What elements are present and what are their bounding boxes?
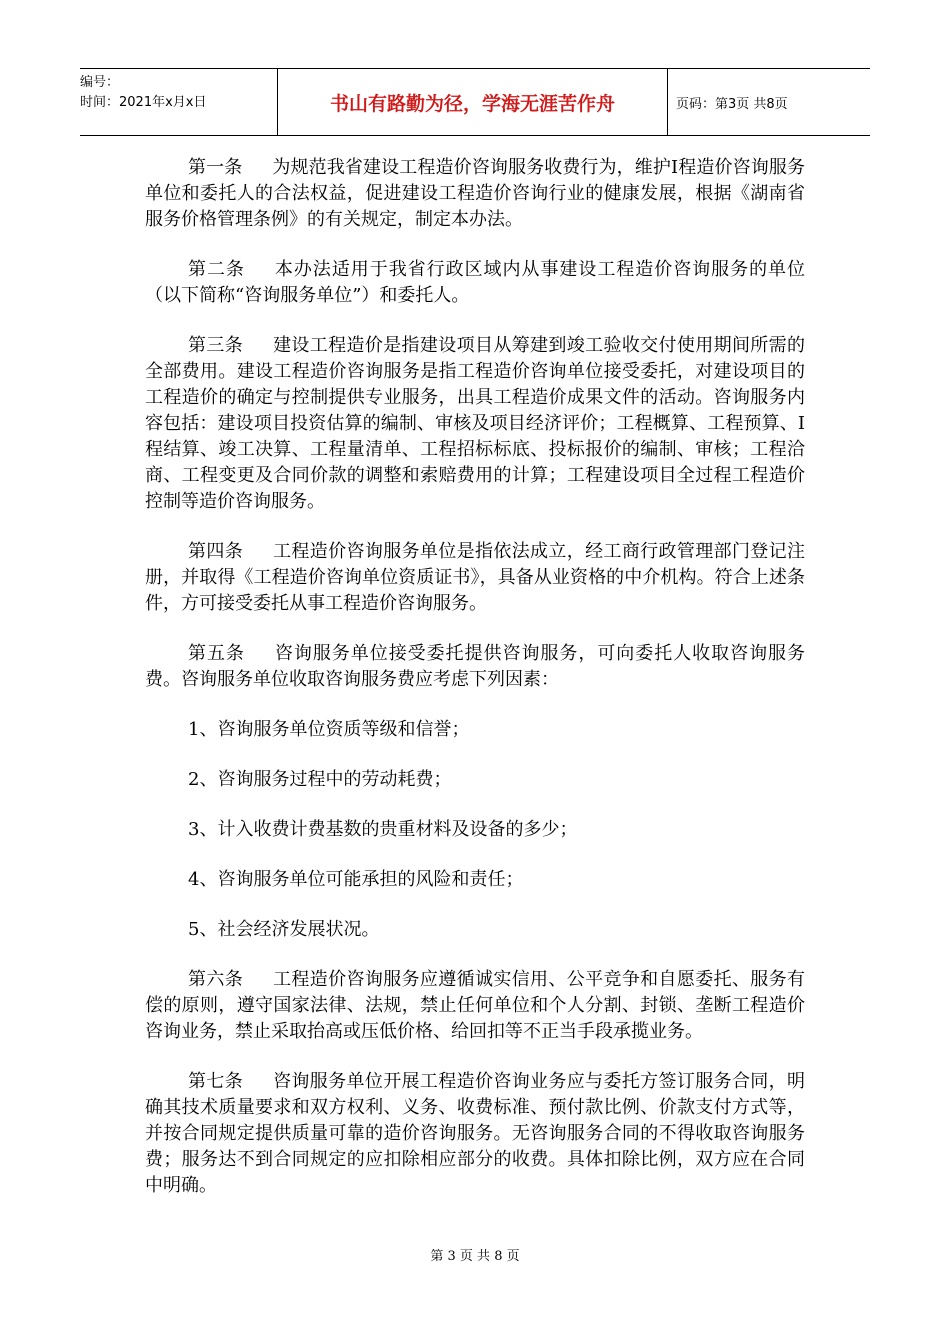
article-6 <box>145 967 805 1045</box>
article-4 <box>145 539 805 617</box>
factor-item: 5、社会经济发展状况。 <box>188 919 380 940</box>
article-text: 工程造价咨询服务单位是指依法成立，经工商行政管理部门登记注册，并取得《工程造价咨询单位资质证书》，具备从业资格的中介机构。符合上述条件，方可接受委托从事工程造价咨询服务。 <box>145 541 806 614</box>
page-header <box>80 68 870 136</box>
factor-item: 3、计入收费计费基数的贵重材料及设备的多少； <box>188 819 578 840</box>
article-3 <box>145 333 805 515</box>
factor-item: 4、咨询服务单位可能承担的风险和责任； <box>188 869 524 890</box>
article-label: 第四条 <box>188 541 244 562</box>
document-date-label: 时间：2021年x月x日 <box>80 95 207 110</box>
header-motto: 书山有路勤为径，学海无涯苦作舟 <box>278 69 668 135</box>
article-text: 为规范我省建设工程造价咨询服务收费行为，维护I程造价咨询服务单位和委托人的合法权益，促进建设工程造价咨询行业的健康发展，根据《湖南省服务价格管理条例》的有关规定，制定本办法。 <box>145 157 806 230</box>
article-label: 第六条 <box>188 969 244 990</box>
article-text: 咨询服务单位开展工程造价咨询业务应与委托方签订服务合同，明确其技术质量要求和双方权利、义务、收费标准、预付款比例、价款支付方式等，并按合同规定提供质量可靠的造价咨询服务。无咨询服务合同的不得收取咨询服务费；服务达不到合同规定的应扣除相应部分的收费。具体扣除比例，双方应在合同中明确。 <box>145 1071 806 1196</box>
article-label: 第七条 <box>188 1071 244 1092</box>
page-footer: 第 3 页 共 8 页 <box>430 1249 520 1264</box>
document-body <box>145 155 805 1223</box>
article-label: 第一条 <box>188 157 243 178</box>
article-text: 建设工程造价是指建设项目从筹建到竣工验收交付使用期间所需的全部费用。建设工程造价咨询服务是指工程造价咨询单位接受委托，对建设项目的工程造价的确定与控制提供专业服务，出具工程造价成果文件的活动。咨询服务内容包括：建设项目投资估算的编制、审核及项目经济评价；工程概算、工程预算、I程结算、竣工决算、工程量清单、工程招标标底、投标报价的编制、审核；工程洽商、工程变更及合同价款的调整和索赔费用的计算；工程建设项目全过程工程造价控制等造价咨询服务。 <box>145 335 806 512</box>
article-label: 第二条 <box>188 259 245 280</box>
article-text: 本办法适用于我省行政区域内从事建设工程造价咨询服务的单位（以下简称“咨询服务单位”）和委托人。 <box>145 259 806 306</box>
factor-item: 1、咨询服务单位资质等级和信誉； <box>188 719 470 740</box>
header-meta <box>80 69 278 135</box>
document-number-label: 编号： <box>80 75 120 90</box>
header-page-info: 页码：第3页 共8页 <box>676 96 788 112</box>
article-5 <box>145 641 805 693</box>
article-text: 工程造价咨询服务应遵循诚实信用、公平竞争和自愿委托、服务有偿的原则，遵守国家法律、法规，禁止任何单位和个人分割、封锁、垄断工程造价咨询业务，禁止采取抬高或压低价格、给回扣等不正当手段承揽业务。 <box>145 969 806 1042</box>
article-2 <box>145 257 805 309</box>
article-label: 第三条 <box>188 335 244 356</box>
article-7 <box>145 1069 805 1199</box>
article-1 <box>145 155 805 233</box>
article-label: 第五条 <box>188 643 245 664</box>
article-text: 咨询服务单位接受委托提供咨询服务，可向委托人收取咨询服务费。咨询服务单位收取咨询服务费应考虑下列因素： <box>145 643 806 690</box>
factor-item: 2、咨询服务过程中的劳动耗费； <box>188 769 452 790</box>
